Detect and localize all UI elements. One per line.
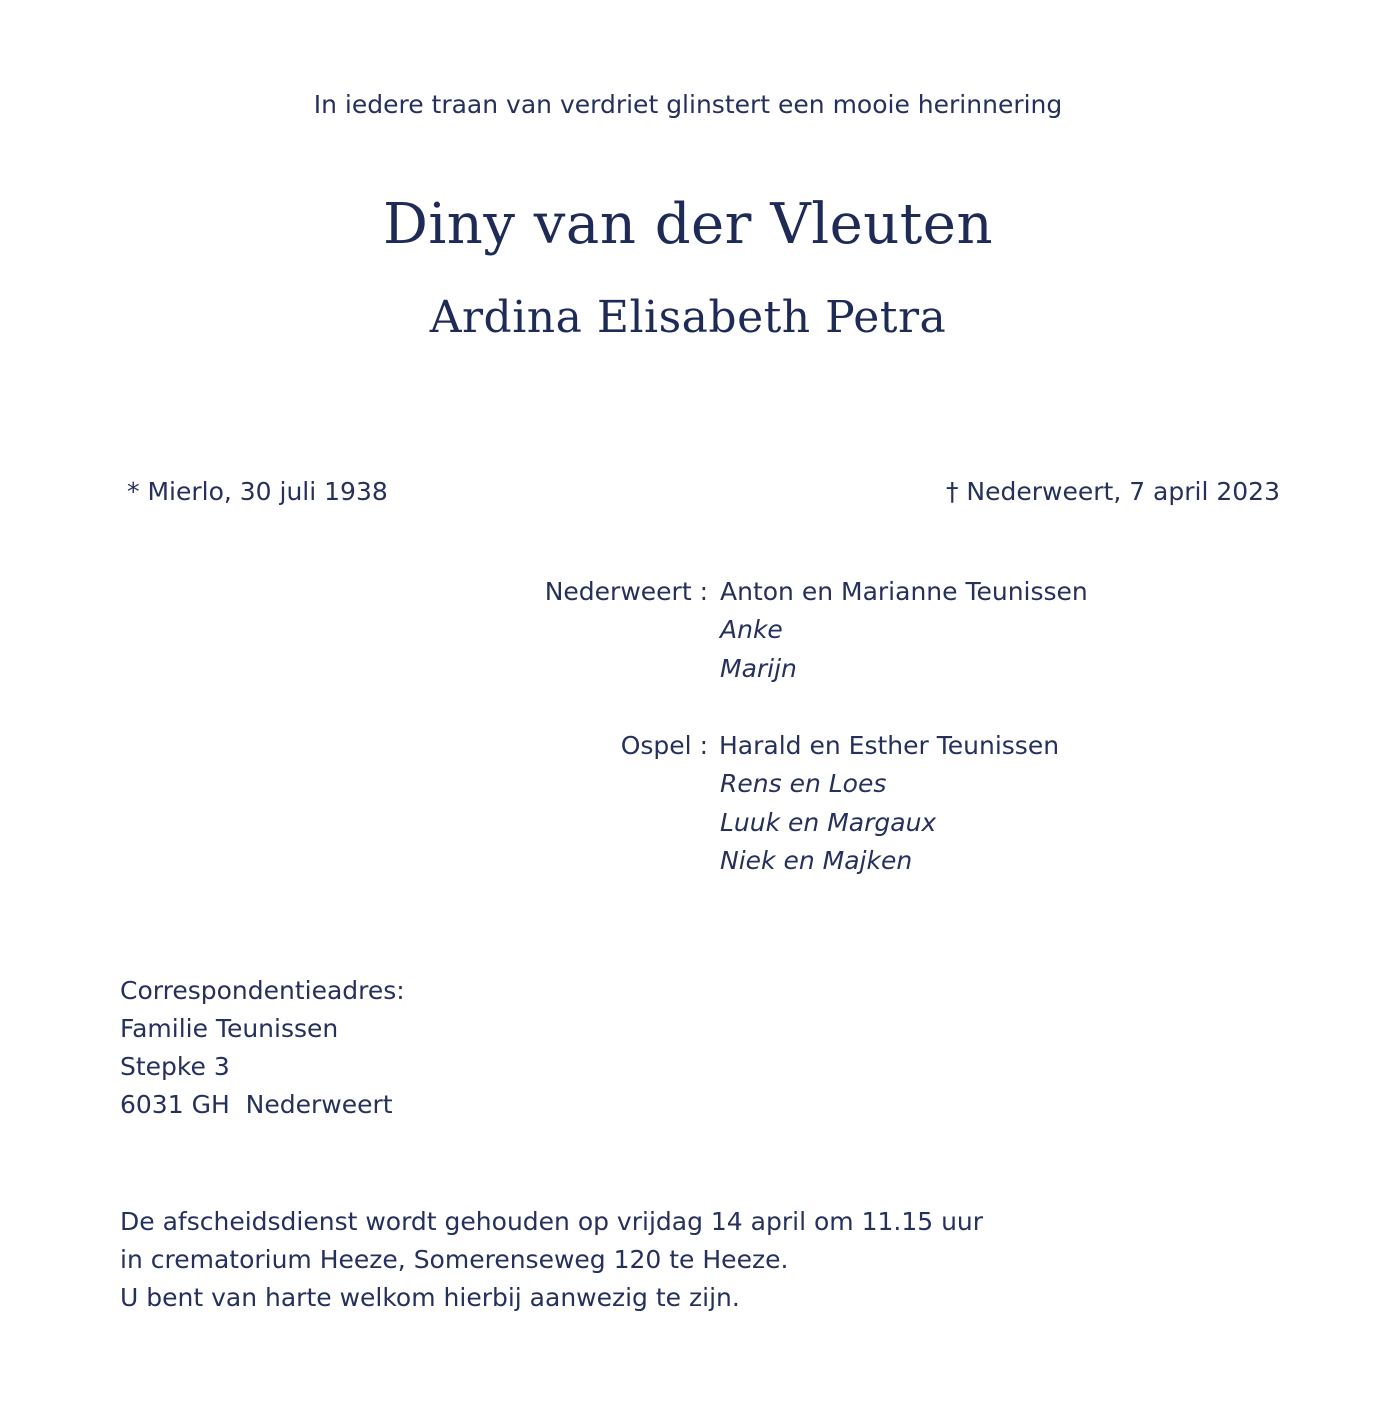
given-names: Ardina Elisabeth Petra [429,292,947,343]
service-line: U bent van harte welkom hierbij aanwezig te zijn. [120,1283,740,1312]
correspondence-line: Stepke 3 [120,1052,230,1081]
family-main: Anton en Marianne Teunissen [720,577,1088,606]
death-date: † Nederweert, 7 april 2023 [945,477,1280,506]
correspondence-address [120,972,405,1124]
family-main: Harald en Esther Teunissen [719,731,1060,760]
service-info [120,1203,983,1317]
family-child: Luuk en Margaux [720,808,937,837]
correspondence-line: Familie Teunissen [120,1014,339,1043]
family-place: Ospel : [620,731,708,760]
family-place: Nederweert : [544,577,708,606]
service-line: in crematorium Heeze, Somerenseweg 120 te Heeze. [120,1245,789,1274]
family-child: Rens en Loes [720,769,887,798]
birth-date: * Mierlo, 30 juli 1938 [127,477,388,506]
family-child: Marijn [720,654,797,683]
service-line: De afscheidsdienst wordt gehouden op vrijdag 14 april om 11.15 uur [120,1207,984,1236]
family-child: Anke [720,615,783,644]
motto-text: In iedere traan van verdriet glinstert een mooie herinnering [313,90,1063,119]
correspondence-line: 6031 GH Nederweert [120,1090,393,1119]
deceased-name: Diny van der Vleuten [382,192,994,257]
correspondence-heading: Correspondentieadres: [120,976,405,1005]
family-child: Niek en Majken [720,846,913,875]
